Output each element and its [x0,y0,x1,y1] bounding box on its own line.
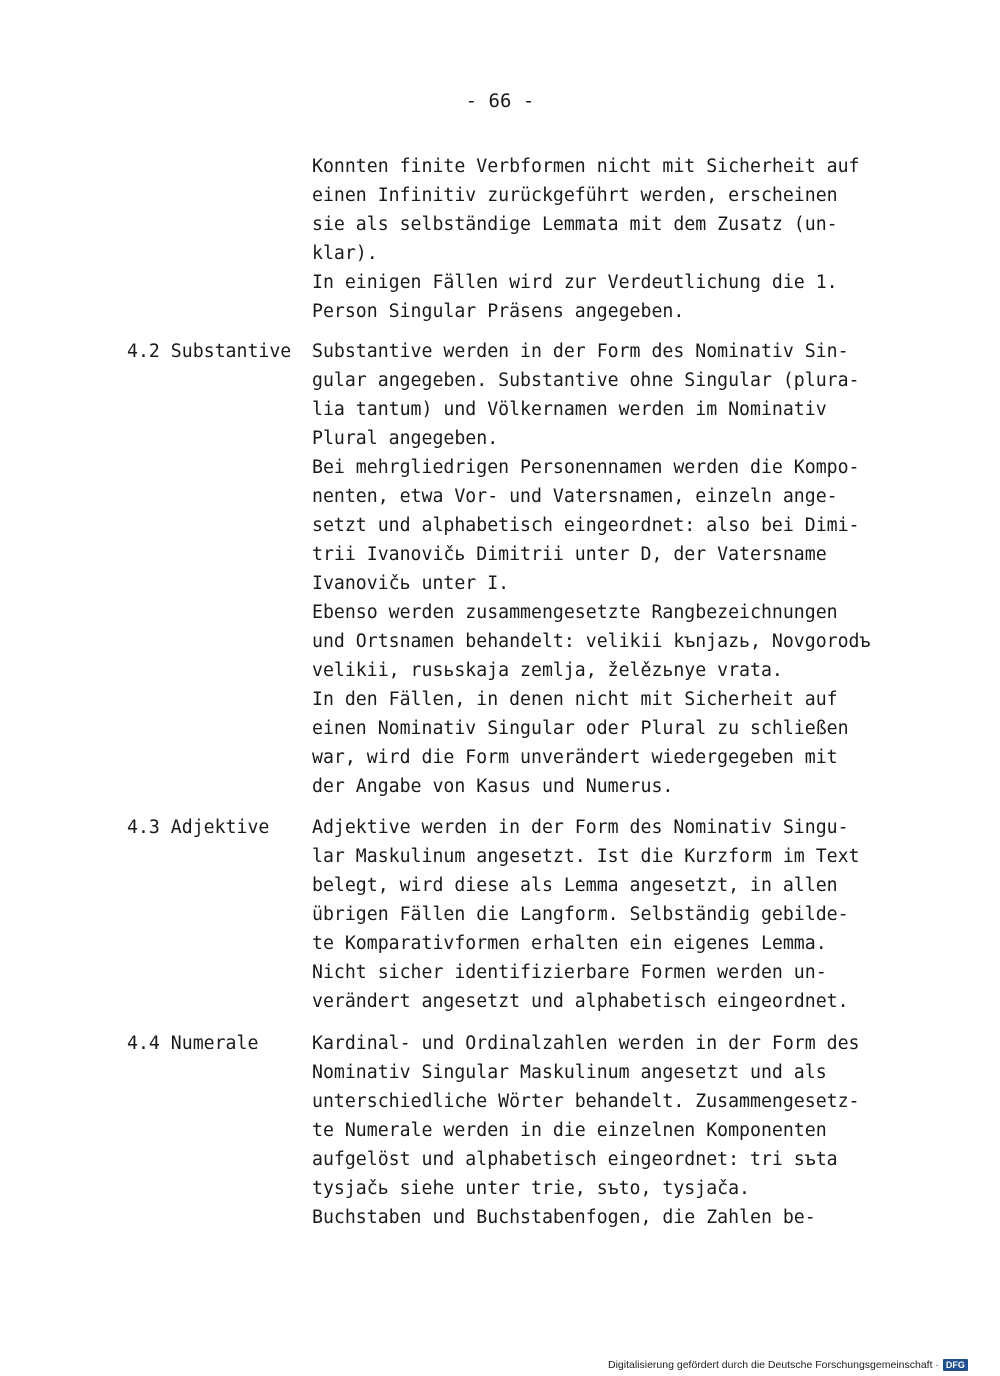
text-line: war, wird die Form unverändert wiedergegeben mit [312,747,838,768]
text-line: Plural angegeben. [312,428,499,449]
page-number: - 66 - [465,90,535,112]
text-line: klar). [312,243,378,264]
text-line: verändert angesetzt und alphabetisch eingeordnet. [312,991,849,1012]
text-line: einen Infinitiv zurückgeführt werden, erscheinen [312,185,838,206]
footer-text: Digitalisierung gefördert durch die Deutsche Forschungsgemeinschaft · [608,1359,939,1371]
text-line: einen Nominativ Singular oder Plural zu schließen [312,718,849,739]
text-line: Konnten finite Verbformen nicht mit Sicherheit auf [312,156,860,177]
text-line: gular angegeben. Substantive ohne Singular (plura- [312,370,860,391]
text-line: Ebenso werden zusammengesetzte Rangbezeichnungen [312,602,838,623]
text-line: te Komparativformen erhalten ein eigenes Lemma. [312,933,827,954]
text-line: unterschiedliche Wörter behandelt. Zusammengesetz- [312,1091,860,1112]
text-line: In einigen Fällen wird zur Verdeutlichung die 1. [312,272,838,293]
text-line: nenten, etwa Vor- und Vatersnamen, einzeln ange- [312,486,838,507]
text-line: und Ortsnamen behandelt: velikii kъnjazь, Novgorodъ [312,631,871,652]
text-line: velikii, rusьskaja zemlja, želězьnye vrata. [312,660,783,681]
text-line: Adjektive werden in der Form des Nominativ Singu- [312,817,849,838]
text-line: Buchstaben und Buchstabenfogen, die Zahlen be- [312,1207,816,1228]
text-line: Nicht sicher identifizierbare Formen werden un- [312,962,827,983]
dfg-logo-icon: DFG [943,1359,968,1371]
text-line: belegt, wird diese als Lemma angesetzt, in allen [312,875,838,896]
text-line: lia tantum) und Völkernamen werden im Nominativ [312,399,827,420]
text-line: Substantive werden in der Form des Nominativ Sin- [312,341,849,362]
text-line: Nominativ Singular Maskulinum angesetzt und als [312,1062,827,1083]
text-line: te Numerale werden in die einzelnen Komponenten [312,1120,827,1141]
text-line: sie als selbständige Lemmata mit dem Zusatz (un- [312,214,838,235]
text-line: In den Fällen, in denen nicht mit Sicherheit auf [312,689,838,710]
text-line: Kardinal- und Ordinalzahlen werden in der Form des [312,1033,860,1054]
text-line: setzt und alphabetisch eingeordnet: also bei Dimi- [312,515,860,536]
text-line: der Angabe von Kasus und Numerus. [312,776,674,797]
section-heading-numerale: 4.4 Numerale [127,1033,259,1054]
text-line: tysjačь siehe unter trie, sъto, tysjača. [312,1178,750,1199]
text-line: trii Ivanovičь Dimitrii unter D, der Vatersname [312,544,827,565]
text-line: Person Singular Präsens angegeben. [312,301,685,322]
text-line: aufgelöst und alphabetisch eingeordnet: tri sъta [312,1149,838,1170]
text-line: übrigen Fällen die Langform. Selbständig gebilde- [312,904,849,925]
text-line: Bei mehrgliedrigen Personennamen werden die Kompo- [312,457,860,478]
text-line: lar Maskulinum angesetzt. Ist die Kurzform im Text [312,846,860,867]
footer-credit [608,1359,968,1371]
text-line: Ivanovičь unter I. [312,573,510,594]
section-heading-adjektive: 4.3 Adjektive [127,817,270,838]
section-heading-substantive: 4.2 Substantive [127,341,292,362]
